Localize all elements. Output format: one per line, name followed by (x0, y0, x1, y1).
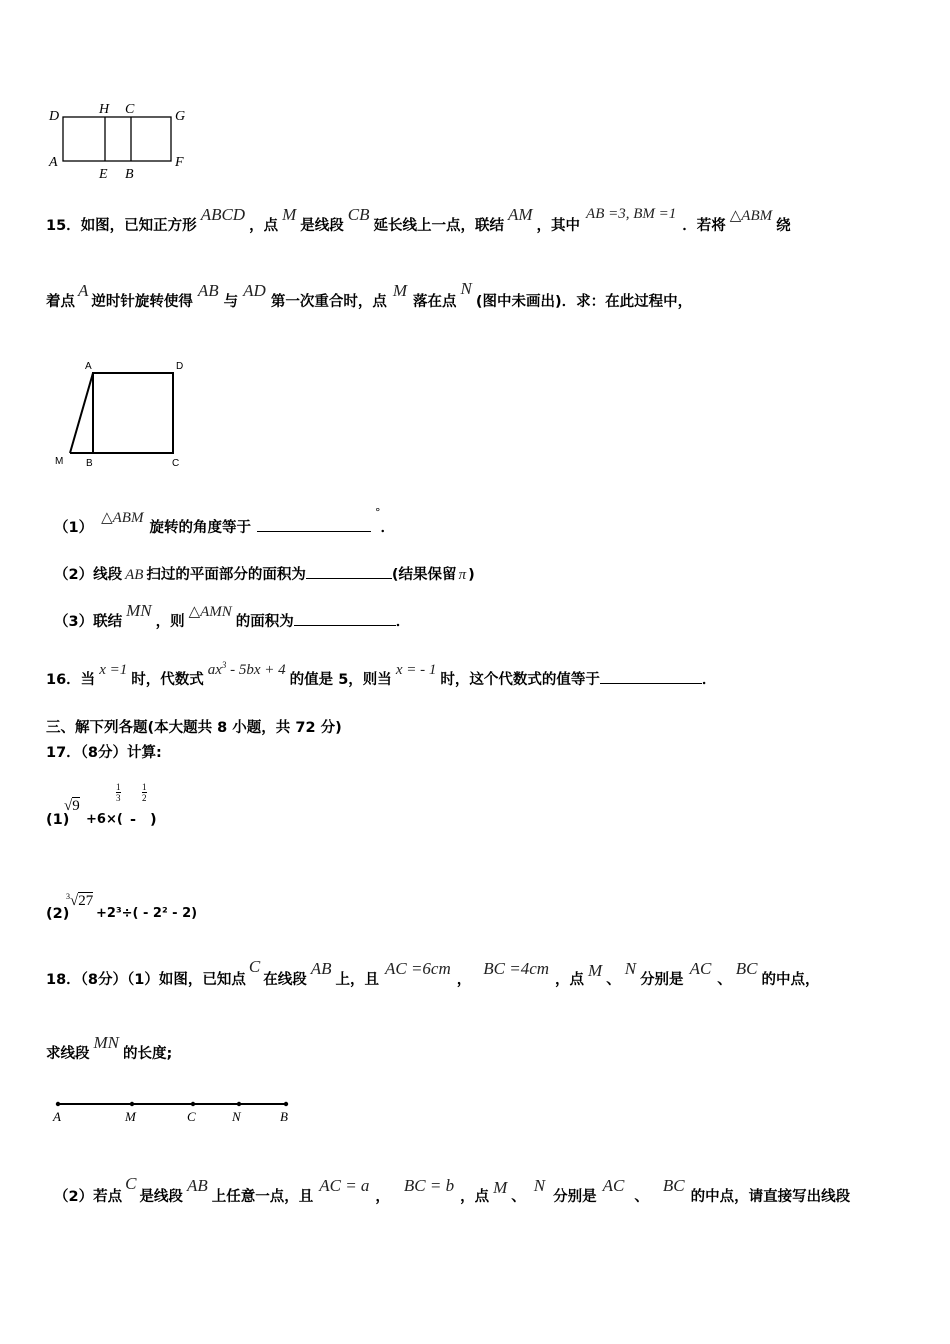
frac-numerator: 1 (116, 782, 121, 792)
math-n: N (533, 1176, 546, 1195)
math-bc: BC (662, 1176, 685, 1195)
q15-text: ，点 (249, 218, 279, 234)
q18-text: 求线段 (46, 1046, 90, 1062)
sub-text: 扫过的平面部分的面积为 (146, 567, 306, 583)
expr-text: +6×( (86, 812, 123, 827)
q18-text: （2）若点 (54, 1189, 123, 1205)
sub-number: （3）联结 (54, 614, 123, 630)
q18-text: 的中点， (761, 972, 820, 988)
point-c (191, 1102, 195, 1106)
sqrt-9: √9 (64, 798, 80, 814)
segment-figure (48, 1094, 298, 1128)
radicand: 9 (72, 798, 80, 814)
q18-text: 是线段 (139, 1189, 183, 1205)
q15-line2 (46, 279, 693, 311)
q15-sub2 (54, 563, 475, 584)
q18-text: 、 (606, 972, 621, 988)
expr-exponent: 3 (221, 660, 227, 670)
sub-number: （2）线段 (54, 567, 123, 583)
answer-blank[interactable] (294, 611, 396, 626)
q16-text: 时，代数式 (131, 672, 204, 688)
q15-text: 绕 (776, 218, 791, 234)
label-m: M (125, 1109, 136, 1124)
math-ab: AB (125, 567, 144, 583)
point-a (56, 1102, 60, 1106)
q15-sub1 (54, 506, 395, 537)
math-bc-4cm: BC =4cm (483, 959, 550, 978)
label-d: D (49, 109, 60, 124)
math-ac: AC (689, 959, 712, 978)
q17-part2 (46, 890, 246, 926)
q15-text: 如图，已知正方形 (80, 218, 197, 234)
label-e: E (99, 167, 108, 182)
q18-text: 上，且 (335, 972, 379, 988)
math-pi: π (458, 567, 467, 583)
math-x-eq-1: x =1 (99, 662, 128, 678)
math-am: AM (507, 205, 533, 224)
label-n: N (232, 1109, 241, 1124)
math-triangle-abm: △ABM (101, 510, 144, 526)
label-h: H (99, 102, 110, 117)
label-a: A (85, 361, 92, 372)
q18-text: 分别是 (553, 1189, 597, 1205)
math-condition: AB =3, BM =1 (586, 206, 677, 222)
label-d: D (176, 361, 184, 372)
math-ab: AB (197, 281, 219, 300)
q18-text: ，点 (555, 972, 585, 988)
square-figure (50, 358, 200, 473)
math-expression (208, 662, 286, 678)
q15-line1 (46, 205, 791, 235)
math-bc: BC (735, 959, 758, 978)
math-triangle-abm: △ABM (729, 208, 773, 224)
q15-text: ，其中 (536, 218, 581, 234)
outer-rectangle (63, 117, 171, 161)
math-c: C (248, 957, 261, 976)
math-m: M (588, 961, 603, 980)
fraction-2 (142, 782, 147, 803)
q17-heading: 17．（8分）计算: (46, 745, 162, 761)
frac-denominator: 2 (142, 793, 147, 803)
math-mn: MN (126, 601, 152, 620)
expr-text: +2³÷( - 2² - 2) (96, 906, 198, 921)
q16-text: ． (701, 672, 717, 688)
q15-text: 第一次重合时，点 (270, 294, 387, 310)
radicand: 27 (78, 893, 94, 909)
section-heading: 三、解下列各题(本大题共 8 小题，共 72 分) (46, 720, 342, 736)
label-b: B (280, 1109, 288, 1124)
math-cb: CB (347, 205, 370, 224)
label-a: A (49, 155, 58, 170)
sub-text: ) (468, 567, 475, 583)
q16-line (46, 660, 717, 689)
label-c: C (187, 1109, 196, 1124)
math-mn: MN (93, 1033, 119, 1052)
label-c: C (172, 458, 180, 469)
q18-line2 (46, 1033, 173, 1063)
expr-part: - 5bx + 4 (226, 662, 286, 678)
segment-am (70, 373, 93, 453)
q15-number: 15． (46, 218, 81, 234)
math-m: M (282, 205, 297, 224)
label-a: A (53, 1109, 61, 1124)
answer-blank[interactable] (600, 669, 702, 684)
sub-text: (结果保留 (391, 567, 457, 583)
sub-text: 旋转的角度等于 (149, 520, 251, 536)
q15-text: 逆时针旋转使得 (91, 294, 193, 310)
q15-text: 与 (223, 294, 239, 310)
sub-text: 的面积为 (235, 614, 294, 630)
q18-part2 (54, 1174, 851, 1206)
frac-numerator: 1 (142, 782, 147, 792)
cube-root-27: $^3$√27 (66, 892, 94, 909)
label-b: B (125, 167, 134, 182)
q15-text: (图中未画出)．求：在此过程中， (475, 294, 693, 310)
sub-text: ． (380, 520, 395, 536)
q18-text: 的中点，请直接写出线段 (690, 1189, 851, 1205)
part-label: (2) (46, 906, 70, 922)
math-x-eq-neg1: x = - 1 (395, 662, 437, 678)
q15-text: 是线段 (300, 218, 344, 234)
q18-line1 (46, 957, 820, 989)
sub-text: ，则 (155, 614, 185, 630)
math-n: N (624, 959, 637, 978)
math-a: A (78, 281, 89, 300)
q18-text: ， (375, 1189, 390, 1205)
q15-text: ．若将 (682, 218, 726, 234)
q15-text: 着点 (46, 294, 75, 310)
q18-text: 分别是 (640, 972, 684, 988)
q15-text: 落在点 (413, 294, 457, 310)
sub-text: ． (395, 614, 411, 630)
q18-text: 在线段 (263, 972, 307, 988)
sub-number: （1） (54, 520, 94, 536)
math-m: M (493, 1178, 508, 1197)
degree-sign: ° (374, 506, 381, 519)
math-ac: AC (602, 1176, 625, 1195)
math-ab: AB (186, 1176, 208, 1195)
math-ad: AD (243, 281, 266, 300)
q15-sub3 (54, 601, 411, 631)
math-triangle-amn: △AMN (188, 604, 232, 620)
q18-text: 、 (511, 1189, 526, 1205)
rectangle-figure (44, 98, 194, 184)
q18-text: 、 (717, 972, 732, 988)
math-ac-a: AC = a (319, 1176, 370, 1195)
label-c: C (125, 102, 135, 117)
math-n: N (460, 279, 472, 298)
math-c: C (125, 1174, 137, 1193)
close-paren: ) (150, 812, 157, 828)
q18-text: 上任意一点，且 (211, 1189, 314, 1205)
q16-text: 的值是 5，则当 (289, 672, 392, 688)
part-label: (1) (46, 812, 70, 828)
q16-text: 时，这个代数式的值等于 (440, 672, 600, 688)
q18-text: ， (456, 972, 472, 988)
answer-blank[interactable] (306, 564, 392, 579)
point-m (130, 1102, 134, 1106)
answer-blank[interactable] (257, 517, 371, 532)
q18-number: 18．（8分）（1）如图，已知点 (46, 972, 246, 988)
math-m2: M (392, 281, 408, 300)
math-bc-b: BC = b (403, 1176, 455, 1195)
expr-part: ax (207, 662, 222, 678)
root-index: 3 (66, 892, 70, 901)
minus-sign: - (130, 812, 137, 828)
frac-denominator: 3 (116, 793, 121, 803)
label-b: B (86, 458, 93, 469)
point-n (237, 1102, 241, 1106)
q18-text: ，点 (460, 1189, 490, 1205)
math-ac-6cm: AC =6cm (384, 959, 451, 978)
label-f: F (175, 155, 184, 170)
point-b (284, 1102, 288, 1106)
q18-text: 的长度; (123, 1046, 173, 1062)
math-ab: AB (310, 959, 332, 978)
q16-number: 16．当 (46, 672, 96, 688)
label-g: G (175, 109, 186, 124)
label-m: M (55, 456, 64, 467)
q18-text: 、 (634, 1189, 649, 1205)
math-abcd: ABCD (200, 205, 246, 224)
fraction-1 (116, 782, 121, 803)
q17-part1 (46, 782, 246, 832)
square-abcd (93, 373, 173, 453)
q15-text: 延长线上一点，联结 (373, 218, 504, 234)
